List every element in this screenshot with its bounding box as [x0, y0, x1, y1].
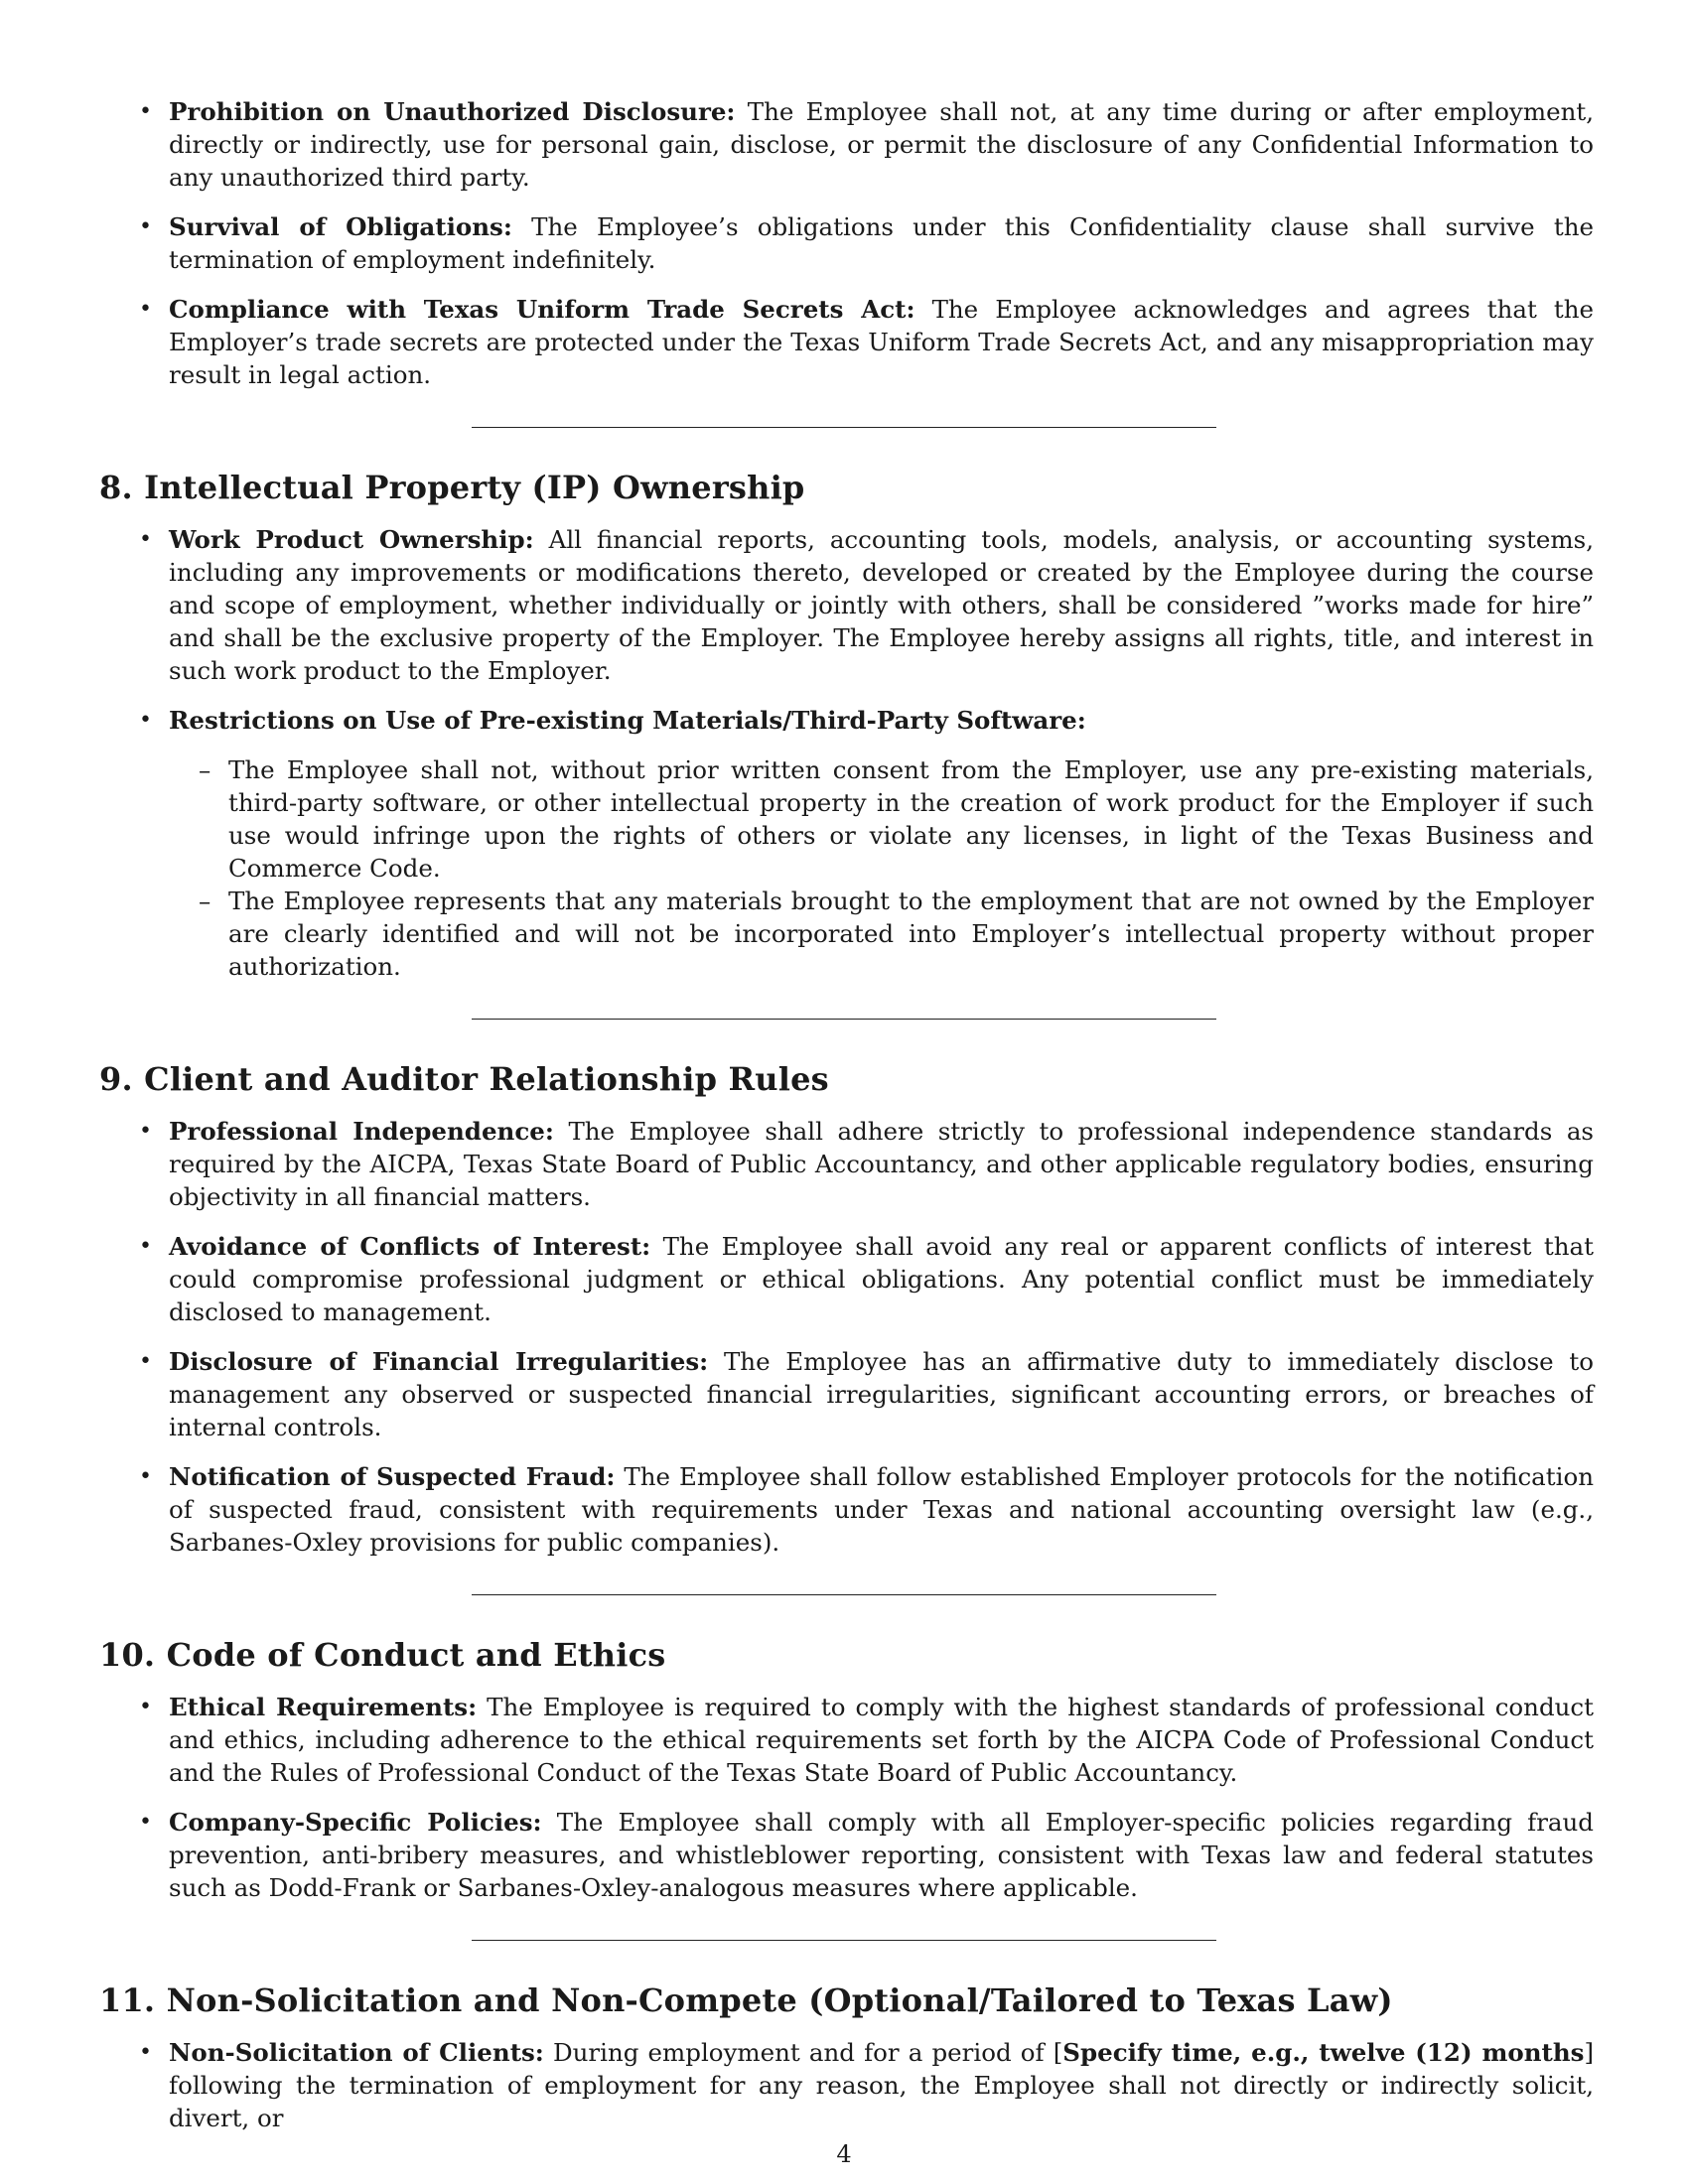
- section-divider: [472, 1019, 1216, 1020]
- page-number: 4: [836, 2140, 852, 2168]
- bullet-icon: •: [139, 1810, 152, 1835]
- time-placeholder: Specify time, e.g., twelve (12) months: [1062, 2038, 1585, 2067]
- item-term: Professional Independence:: [169, 1117, 554, 1146]
- section-divider: [472, 1940, 1216, 1941]
- section-heading-code-of-conduct: 10. Code of Conduct and Ethics: [99, 1636, 666, 1674]
- bullet-icon: •: [139, 99, 152, 124]
- section-heading-ip-ownership: 8. Intellectual Property (IP) Ownership: [99, 469, 805, 506]
- item-term: Work Product Ownership:: [169, 525, 534, 554]
- item-text: The Employee has an affirmative duty to immediately disclose to management any observed or suspected financial irregularities, significant accounting errors, or breaches of internal controls.: [169, 1347, 1594, 1441]
- sub-item-text: The Employee shall not, without prior written consent from the Employer, use any pre-existing materials, third-party software, or other intellectual property in the creation of work product for the Employer if such use would infringe upon the rights of others or violate any licenses, in light of the Texas Business and Commerce Code.: [228, 755, 1594, 883]
- client-auditor-list: [99, 1115, 1594, 1559]
- bullet-icon: •: [139, 1234, 152, 1259]
- item-text-before: During employment and for a period of [: [553, 2038, 1063, 2067]
- item-term: Prohibition on Unauthorized Disclosure:: [169, 97, 736, 126]
- dash-icon: –: [199, 887, 211, 915]
- list-item: [99, 1345, 1594, 1443]
- section-heading-client-auditor: 9. Client and Auditor Relationship Rules: [99, 1060, 829, 1098]
- section-heading-non-solicitation: 11. Non-Solicitation and Non-Compete (Optional/Tailored to Texas Law): [99, 1981, 1393, 2019]
- item-text: The Employee’s obligations under this Confidentiality clause shall survive the termination of employment indefinitely.: [169, 212, 1594, 274]
- bullet-icon: •: [139, 1119, 152, 1144]
- item-term: Survival of Obligations:: [169, 212, 512, 241]
- item-text: The Employee shall adhere strictly to professional independence standards as required by the AICPA, Texas State Board of Public Accountancy, and other applicable regulatory bodies, ensuring objectivity in all financial matters.: [169, 1117, 1595, 1211]
- sub-item-text: The Employee represents that any materials brought to the employment that are not owned by the Employer are clearly identified and will not be incorporated into Employer’s intellectual property without proper authorization.: [228, 887, 1594, 981]
- list-item: [99, 1460, 1594, 1559]
- list-item: [99, 1806, 1594, 1904]
- bullet-icon: •: [139, 708, 152, 733]
- item-text: All financial reports, accounting tools, models, analysis, or accounting systems, including any improvements or modifications thereto, developed or created by the Employee during the course and scope of employment, whether individually or jointly with others, shall be considered ”works made for hire” and shall be the exclusive property of the Employer. The Employee hereby assigns all rights, title, and interest in such work product to the Employer.: [169, 525, 1595, 685]
- item-text: The Employee shall avoid any real or apparent conflicts of interest that could compromise professional judgment or ethical obligations. Any potential conflict must be immediately disclosed to management.: [169, 1232, 1594, 1326]
- bullet-icon: •: [139, 214, 152, 239]
- list-item: [99, 1230, 1594, 1328]
- bullet-icon: •: [139, 297, 152, 322]
- item-term: Ethical Requirements:: [169, 1693, 478, 1721]
- list-item: [99, 1691, 1594, 1789]
- bullet-icon: •: [139, 527, 152, 552]
- ip-ownership-list: [99, 523, 1594, 983]
- list-item: [99, 293, 1594, 391]
- sub-list-item: [169, 885, 1594, 983]
- item-text: The Employee is required to comply with the highest standards of professional conduct and ethics, including adherence to the ethical requirements set forth by the AICPA Code of Professional Conduct and the Rules of Professional Conduct of the Texas State Board of Public Accountancy.: [169, 1693, 1594, 1787]
- bullet-icon: •: [139, 1464, 152, 1489]
- item-term: Disclosure of Financial Irregularities:: [169, 1347, 709, 1376]
- item-term: Restrictions on Use of Pre-existing Materials/Third-Party Software:: [169, 706, 1086, 735]
- list-item: [99, 95, 1594, 194]
- item-text-after: ] following the termination of employment for any reason, the Employee shall not directly or indirectly solicit, divert, or: [169, 2038, 1595, 2132]
- code-of-conduct-list: [99, 1691, 1594, 1904]
- list-item: [99, 210, 1594, 276]
- item-text: The Employee shall follow established Employer protocols for the notification of suspected fraud, consistent with requirements under Texas and national accounting oversight law (e.g., Sarbanes-Oxley provisions for public companies).: [169, 1462, 1594, 1557]
- item-term: Non-Solicitation of Clients:: [169, 2038, 544, 2067]
- item-text: The Employee shall comply with all Employer-specific policies regarding fraud prevention, anti-bribery measures, and whistleblower reporting, consistent with Texas law and federal statutes such as Dodd-Frank or Sarbanes-Oxley-analogous measures where applicable.: [169, 1808, 1594, 1902]
- item-term: Compliance with Texas Uniform Trade Secrets Act:: [169, 295, 915, 324]
- confidentiality-list: [99, 95, 1594, 391]
- item-term: Notification of Suspected Fraud:: [169, 1462, 616, 1491]
- sub-list: [169, 753, 1594, 983]
- bullet-icon: •: [139, 1349, 152, 1374]
- item-term: Company-Specific Policies:: [169, 1808, 542, 1837]
- list-item: [99, 523, 1594, 687]
- section-divider: [472, 427, 1216, 428]
- section-divider: [472, 1594, 1216, 1595]
- dash-icon: –: [199, 755, 211, 784]
- item-text: The Employee acknowledges and agrees that the Employer’s trade secrets are protected under the Texas Uniform Trade Secrets Act, and any misappropriation may result in legal action.: [169, 295, 1594, 389]
- sub-list-item: [169, 753, 1594, 885]
- document-page: [99, 95, 1594, 2151]
- item-text: The Employee shall not, at any time during or after employment, directly or indirectly, use for personal gain, disclose, or permit the disclosure of any Confidential Information to any unauthorized third party.: [169, 97, 1594, 192]
- list-item: [99, 704, 1594, 983]
- item-term: Avoidance of Conflicts of Interest:: [169, 1232, 651, 1261]
- bullet-icon: •: [139, 1695, 152, 1719]
- bullet-icon: •: [139, 2040, 152, 2065]
- list-item: [99, 1115, 1594, 1213]
- non-solicitation-list: [99, 2036, 1594, 2134]
- list-item: [99, 2036, 1594, 2134]
